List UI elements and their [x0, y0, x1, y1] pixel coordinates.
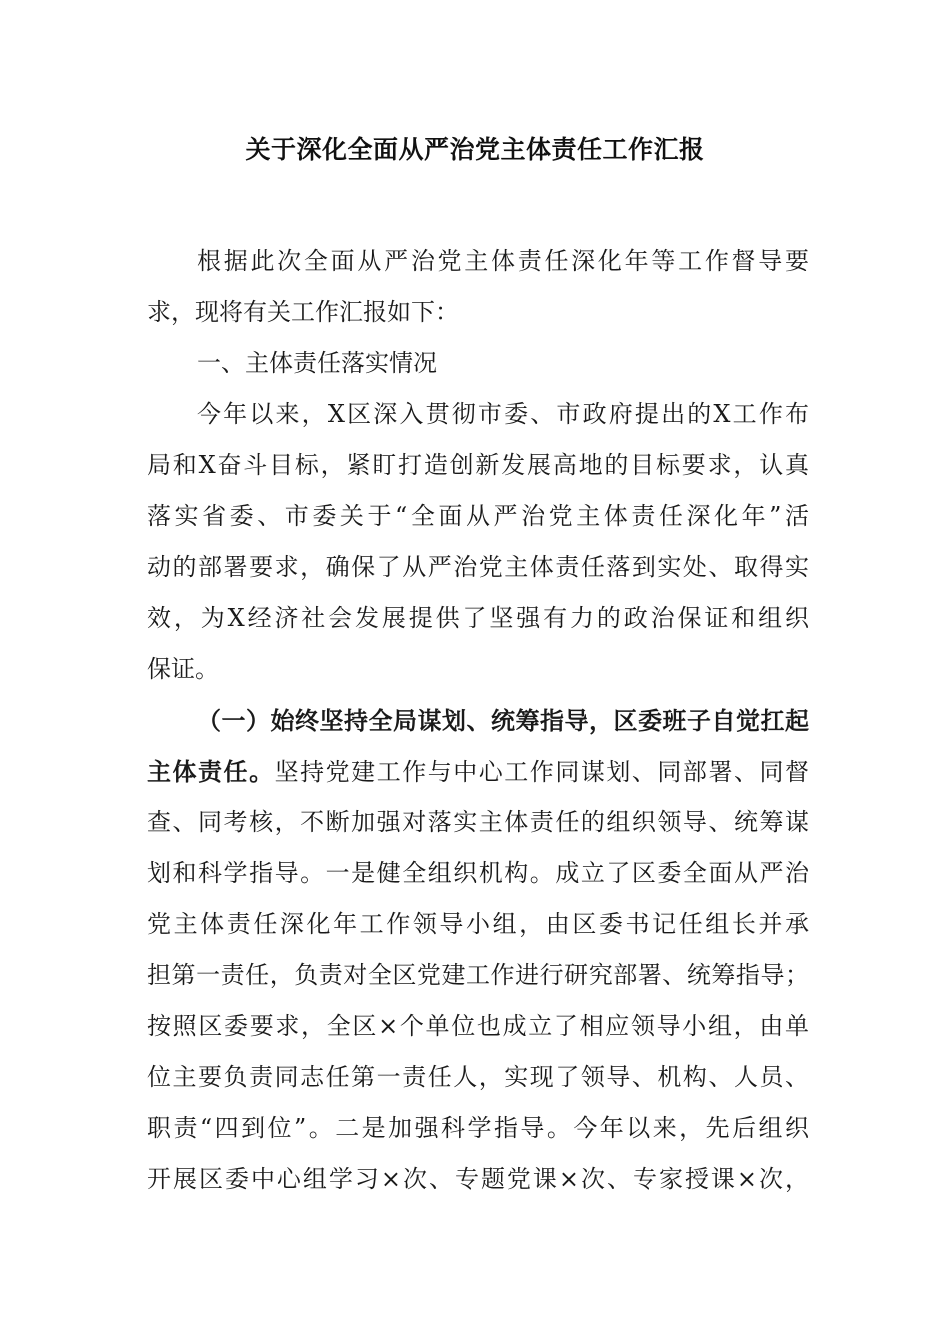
body-line [147, 848, 809, 899]
line-text: 效，为X经济社会发展提供了坚强有力的政治保证和组织 [147, 604, 809, 632]
line-text: 落实省委、市委关于“全面从严治党主体责任深化年”活 [147, 502, 809, 530]
body-line [147, 1103, 809, 1154]
document-body [147, 236, 809, 1205]
body-line [147, 593, 809, 644]
body-line [147, 797, 809, 848]
body-line [147, 695, 809, 746]
body-line [147, 1154, 809, 1205]
body-line [147, 440, 809, 491]
body-line [147, 287, 809, 338]
line-text: （一）始终坚持全局谋划、统筹指导，区委班子自觉扛起 [197, 706, 809, 735]
line-text: 动的部署要求，确保了从严治党主体责任落到实处、取得实 [147, 553, 809, 581]
body-line [147, 950, 809, 1001]
body-line [147, 338, 809, 389]
line-text: 划和科学指导。一是健全组织机构。成立了区委全面从严治 [147, 859, 809, 887]
line-text: 今年以来，X区深入贯彻市委、市政府提出的X工作布 [197, 400, 809, 428]
line-text: 担第一责任，负责对全区党建工作进行研究部署、统筹指导； [147, 961, 809, 989]
line-text: 职责“四到位”。二是加强科学指导。今年以来，先后组织 [147, 1114, 809, 1142]
body-line [147, 389, 809, 440]
body-line [147, 644, 809, 695]
body-line [147, 1052, 809, 1103]
body-line [147, 746, 809, 797]
document-title: 关于深化全面从严治党主体责任工作汇报 [245, 135, 705, 164]
bold-lead-text: 主体责任。 [147, 757, 275, 786]
body-line [147, 542, 809, 593]
line-text: 党主体责任深化年工作领导小组，由区委书记任组长并承 [147, 910, 809, 938]
line-text: 开展区委中心组学习×次、专题党课×次、专家授课×次， [147, 1165, 809, 1193]
line-text: 局和X奋斗目标，紧盯打造创新发展高地的目标要求，认真 [147, 451, 809, 479]
body-line [147, 899, 809, 950]
line-text: 保证。 [147, 655, 219, 683]
body-line [147, 491, 809, 542]
body-line [147, 1001, 809, 1052]
line-text: 查、同考核，不断加强对落实主体责任的组织领导、统筹谋 [147, 808, 809, 836]
body-line [147, 236, 809, 287]
line-text: 根据此次全面从严治党主体责任深化年等工作督导要 [197, 247, 809, 275]
line-text: 求，现将有关工作汇报如下： [147, 298, 459, 326]
line-text: 位主要负责同志任第一责任人，实现了领导、机构、人员、 [147, 1063, 809, 1091]
line-text: 按照区委要求，全区×个单位也成立了相应领导小组，由单 [147, 1012, 809, 1040]
line-text: 坚持党建工作与中心工作同谋划、同部署、同督 [274, 758, 810, 786]
line-text: 一、主体责任落实情况 [197, 349, 437, 377]
